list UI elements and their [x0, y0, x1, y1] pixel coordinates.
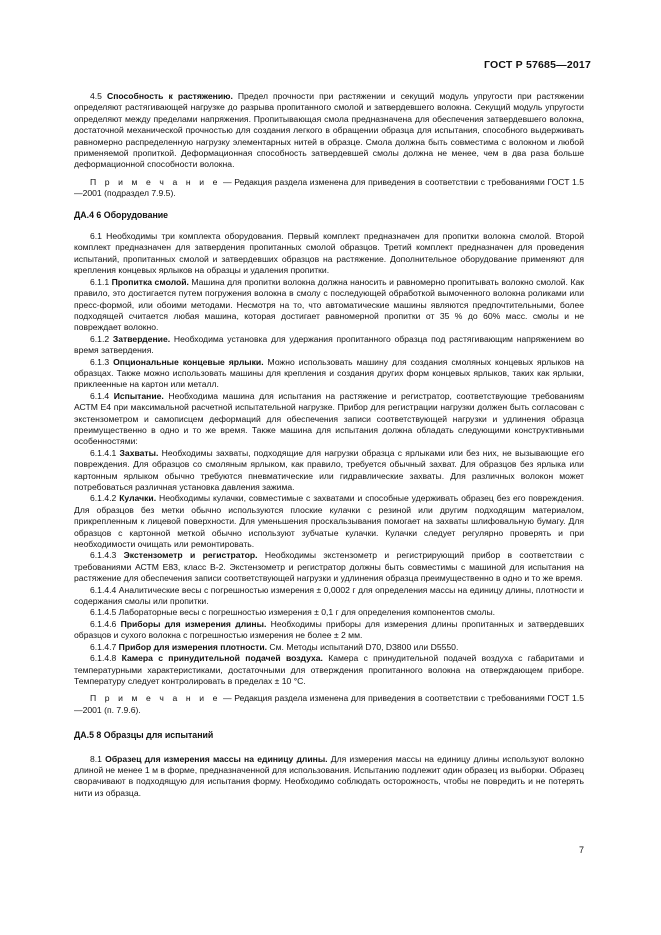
- document-code-header: ГОСТ Р 57685—2017: [483, 59, 591, 71]
- clause-text: Для измерения массы на единицу длины используют волокно длиной не менее 1 м в форме, предназначенной для использования. Испытанию подлежит один образец из выборки. Образец сворачивают в подходящую для испытания форму. Необходимо соблюдать осторожность, чтобы не повредить и не потерять нити из образца.: [74, 753, 584, 798]
- clause-number: 6.1.4.1: [90, 447, 120, 458]
- clause-title: Прибор для измерения плотности.: [118, 641, 268, 652]
- note-text: — Редакция раздела изменена для приведения в соответствии с требованиями ГОСТ 1.5—2001 (п. 7.9.6).: [74, 693, 584, 715]
- section-heading-da5: ДА.5 8 Образцы для испытаний: [74, 730, 214, 741]
- note-2: [74, 693, 584, 716]
- clause-title: Затвердение.: [112, 333, 171, 344]
- paragraph-6-1-4-8: [74, 653, 584, 687]
- clause-text: См. Методы испытаний D70, D3800 или D5550.: [267, 641, 459, 652]
- page-number: 7: [578, 845, 584, 855]
- clause-number: 4.5: [90, 91, 107, 101]
- note-text: — Редакция раздела изменена для приведения в соответствии с требованиями ГОСТ 1.5—2001 (подраздел 7.9.5).: [74, 176, 584, 199]
- clause-number: 8.1: [90, 753, 106, 764]
- paragraph-6-1-1: [74, 277, 584, 334]
- paragraph-6-1-4-2: [74, 493, 584, 550]
- paragraph-6-1-4-4: 6.1.4.4 Аналитические весы с погрешностью измерения ± 0,0002 г для определения массы на единицу длины, плотности и содержания смолы или пропитки.: [74, 584, 584, 607]
- clause-title: Захваты.: [119, 447, 159, 458]
- paragraph-6-1: 6.1 Необходимы три комплекта оборудования. Первый комплект предназначен для пропитки волокна смолой. Второй комплект предназначен для затвердения пропитанных смолой образцов. Третий комплект предназначен для проведения испытаний, пропитанных смолой и затвердевших образцов на растяжение. Дополнительное оборудование применяют для крепления концевых ярлыков на образцы и удаления пропитки.: [74, 231, 584, 276]
- note-label: П р и м е ч а н и е: [90, 176, 221, 187]
- clause-text: Необходима установка для удержания пропитанного образца под растягивающим напряжением во время затвердения.: [74, 333, 584, 356]
- clause-title: Пропитка смолой.: [111, 276, 189, 287]
- clause-number: 6.1.3: [90, 356, 114, 367]
- clause-number: 6.1.4.2: [90, 493, 120, 504]
- note-1: [74, 177, 584, 200]
- paragraph-8-1: [74, 754, 584, 800]
- clause-title: Приборы для измерения длины.: [120, 618, 267, 629]
- clause-number: 6.1.4.8: [90, 653, 122, 664]
- clause-text: Необходимы захваты, подходящие для нагрузки образца с ярлыками или без них, не вызывающие его повреждения. Для образцов со смоляным ярлыком, как правило, требуется обычный захват. Для образцов без ярлыка или картонным ярлыком обычно требуются пневматические или гидравлические захваты. Для различных волокон может потребоваться различная установка давления зажима.: [74, 447, 584, 492]
- paragraph-6-1-4-1: [74, 448, 584, 494]
- paragraph-6-1-4-6: [74, 619, 584, 642]
- section-heading-da4: ДА.4 6 Оборудование: [74, 209, 169, 220]
- paragraph-6-1-4-7: [74, 642, 584, 653]
- paragraph-6-1-4: [74, 391, 584, 448]
- clause-title: Опциональные концевые ярлыки.: [113, 356, 264, 367]
- clause-text: Предел прочности при растяжении и секущий модуль упругости при растяжении определяют растягивающей нагрузке до разрыва пропитанного смолой и затвердевшего волокна. Секущий модуль упругости определяют между пределами напряжения. Пропитывающая смола предназначена для обеспечения затвердевшего волокна, достаточной механической прочностью для создания легкого в обращении образца для испытания, способного выдерживать равномерно распределенную нагрузку элементарных нитей в образце. Смола должна быть совместима с волокном и любой применяемой пропиткой. Деформационная способность затвердевшей смолы должна не менее, чем в два раза больше деформационной способности волокна.: [74, 91, 584, 170]
- paragraph-6-1-4-3: [74, 550, 584, 584]
- clause-text: Необходимы кулачки, совместимые с захватами и способные удерживать образец без его повреждения. Для образцов без метки обычно используются плоские кулачки с резиной или другим подходящим материалом, прикрепленным к лицевой поверхности. Для уменьшения проскальзывания помогает на захваты шлифовальную бумагу. Для образцов с картонной меткой обычно используют зубчатые кулачки. Кулачки следует регулярно проверять и при необходимости очищать или ремонтировать.: [74, 493, 584, 550]
- document-body: [74, 91, 584, 799]
- paragraph-6-1-2: [74, 334, 584, 357]
- clause-text: Камера с принудительной подачей воздуха с габаритами и температурными характеристиками, достаточными для отверждения пропитанного волокна на отверждающем приборе. Температуру следует контролировать в пределах ± 10 °С.: [74, 653, 584, 686]
- clause-title: Способность к растяжению.: [107, 91, 233, 101]
- clause-number: 6.1.4.6: [90, 618, 121, 629]
- clause-title: Экстензометр и регистратор.: [123, 550, 258, 561]
- clause-text: Необходимы приборы для измерения длины пропитанных и затвердевших образцов и сухого волокна с погрешностью измерения не более ± 2 мм.: [74, 618, 585, 641]
- paragraph-6-1-4-5: 6.1.4.5 Лабораторные весы с погрешностью измерения ± 0,1 г для определения компонентов смолы.: [90, 607, 496, 618]
- clause-number: 6.1.4.3: [90, 550, 124, 561]
- clause-title: Кулачки.: [119, 493, 157, 504]
- note-label: П р и м е ч а н и е: [90, 693, 221, 704]
- paragraph-4-5: [74, 91, 584, 171]
- clause-number: 6.1.4.7: [90, 641, 119, 652]
- clause-text: Необходима машина для испытания на растяжение и регистратор, соответствующие требованиям АСТМ Е4 при максимальной расчетной испытательной нагрузке. Прибор для регистрации нагрузки должен быть согласован с экстензометром и самописцем деформаций для обеспечения записи соответствующей нагрузки и удлинения образца преимущественно в одно и то же время. Также машина для испытания должна обладать следующими конструктивными особенностями:: [74, 390, 584, 447]
- clause-text: Можно использовать машину для создания смоляных концевых ярлыков на образцах. Также можно использовать машины для крепления и создания других форм концевых ярлыков, таких как ярлыки, приклеенные на картон или металл.: [74, 356, 584, 390]
- clause-text: Машина для пропитки волокна должна наносить и равномерно пропитывать волокно смолой. Как правило, это достигается путем погружения волокна в смолу с последующей обработкой вымоченного волокна роликами или пресс-формой, или обоими методами. Несмотря на то, что автоматические машины являются предпочтительными, более подходящей считается любая машина, которая достигает равномерной пропитки от 35 % до 60% масс. смолы и не повреждает волокно.: [74, 276, 584, 333]
- clause-title: Образец для измерения массы на единицу длины.: [105, 753, 328, 764]
- clause-number: 6.1.2: [90, 333, 113, 344]
- clause-title: Камера с принудительной подачей воздуха.: [121, 653, 323, 664]
- paragraph-6-1-3: [74, 357, 584, 391]
- clause-number: 6.1.4: [90, 390, 114, 401]
- clause-text: Необходимы экстензометр и регистрирующий прибор в соответствии с требованиями АСТМ Е83, класс В-2. Экстензометр и регистратор должны быть совместимы с машиной для испытания на растяжение для обеспечения записи соответствующей нагрузки и удлинения образца преимущественно в одно и то же время.: [74, 550, 584, 584]
- clause-number: 6.1.1: [90, 276, 112, 287]
- clause-title: Испытание.: [113, 390, 164, 401]
